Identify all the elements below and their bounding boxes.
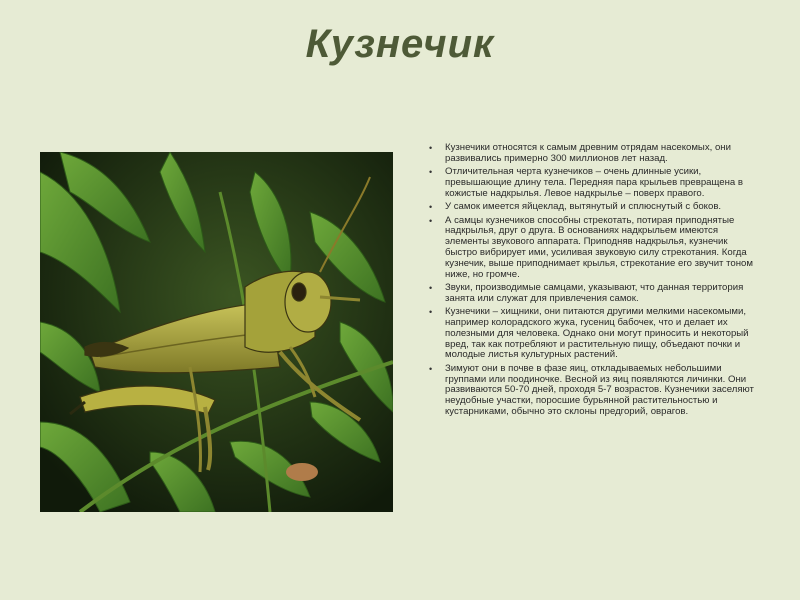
bullet-marker: •	[429, 307, 433, 318]
bullet-item	[427, 167, 760, 199]
bullet-text: Отличительная черта кузнечиков – очень длинные усики, превышающие длину тела. Передняя пара крыльев превращена в кожистые надкрылья. Левое надкрылье – поверх правого.	[445, 166, 744, 199]
bullet-item	[427, 216, 760, 281]
grasshopper-photo	[40, 152, 393, 512]
bullet-text: Кузнечики – хищники, они питаются другими мелкими насекомыми, например колорадского жука, гусениц бабочек, что и делает их полезными для человека. Однако они могут приносить и некоторый вред, так как потребляют и растительную пищу, объедают почки и молодые листья культурных растений.	[445, 306, 749, 361]
bullet-marker: •	[429, 282, 433, 293]
bullet-marker: •	[429, 167, 433, 178]
bullet-marker: •	[429, 215, 433, 226]
bullet-marker: •	[429, 363, 433, 374]
slide-title: Кузнечик	[305, 22, 495, 66]
leaf-spot	[286, 463, 318, 481]
bullet-item	[427, 202, 760, 213]
bullet-text: Звуки, производимые самцами, указывают, что данная территория занята или служат для привлечения самок.	[445, 281, 744, 304]
bullet-text: А самцы кузнечиков способны стрекотать, потирая приподнятые надкрылья, друг о друга. В основаниях надкрыльем имеются элементы звукового аппарата. Приподняв надкрылья, кузнечик быстро вибрирует ими, усиливая звуковую силу стрекотания. Когда кузнечик, выше приподнимает крылья, стрекотание его звучит тоном ниже, но громче.	[445, 214, 753, 280]
bullet-text: Зимуют они в почве в фазе яиц, откладываемых небольшими группами или поодиночке. Весной из яиц появляются личинки. Они развиваются 50-70 дней, проходя 5-7 возрастов. Кузнечики заселяют неудобные участки, поросшие бурьянной растительностью и кустарниками, обычно это склоны предгорий, оврагов.	[445, 362, 754, 417]
bullet-text: У самок имеется яйцеклад, вытянутый и сплюснутый с боков.	[445, 201, 722, 213]
bullet-item	[427, 143, 760, 165]
bullet-item	[427, 307, 760, 361]
bullet-marker: •	[429, 143, 433, 153]
bullet-item	[427, 283, 760, 305]
grasshopper-illustration	[40, 152, 393, 512]
bullet-list	[427, 143, 760, 420]
bullet-item	[427, 364, 760, 418]
bullet-marker: •	[429, 202, 433, 213]
bullet-text: Кузнечики относятся к самым древним отрядам насекомых, они развивались примерно 300 миллионов лет назад.	[445, 142, 731, 164]
